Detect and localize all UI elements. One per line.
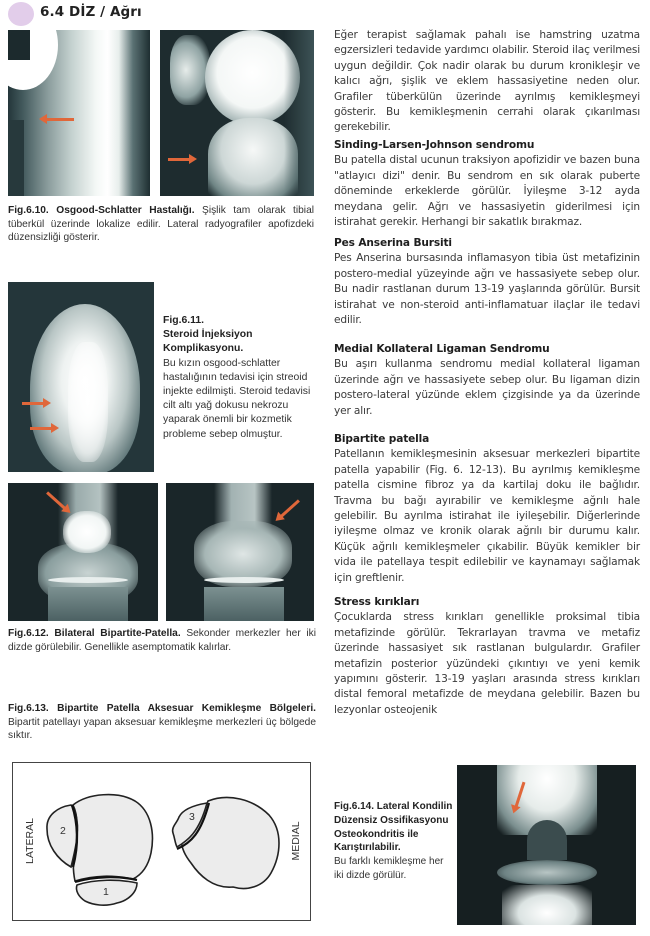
xray-osgood-schlatter-1 <box>8 30 150 196</box>
region-label-1: 1 <box>103 886 109 898</box>
patella-left-body <box>73 795 152 881</box>
arrow-right-icon <box>30 427 52 430</box>
section-medial-kollateral <box>334 342 640 419</box>
fig-6-10-label: Fig.6.10. Osgood-Schlatter Hastalığı. <box>8 205 195 216</box>
medial-label: MEDIAL <box>290 821 302 861</box>
section-bipartite-patella <box>334 432 640 586</box>
fig-6-10-caption <box>8 204 314 245</box>
bipartite-patella-diagram <box>12 762 311 921</box>
page-header-title: 6.4 DİZ / Ağrı <box>40 4 142 20</box>
section-paragraph: Bu aşırı kullanma sendromu medial kollateral ligaman üzerinde ağrı ve hassasiyete sebep olur. Bu ligaman dizin postero-lateral yüzünde eklem çizgisinde ya da üzerinde yer alır. <box>334 358 640 417</box>
fig-6-12-label: Fig.6.12. Bilateral Bipartite-Patella. <box>8 628 181 639</box>
patella-outline-drawing <box>13 763 310 920</box>
section-pes-anserina <box>334 236 640 328</box>
region-label-2: 2 <box>60 825 66 837</box>
section-paragraph: Çocuklarda stress kırıkları genellikle proksimal tibia metafizinde görülür. Tekrarlayan travma ve metafiz üzerinde hassasiyet sık rastlanan bulgulardır. Grafiler metafizin posterior yüzündeki çıkıntıyı ve yeni kemik yapımını gösterir. 13-19 yaşları arasında stress kırıkları distal femoral metafizde de meydana gelebilir. Bazen bu lezyonlar osteojenik <box>334 611 640 716</box>
body-intro <box>334 28 640 136</box>
region-label-3: 3 <box>189 811 195 823</box>
section-heading: Sinding-Larsen-Johnson sendromu <box>334 139 535 151</box>
section-paragraph: Bu patella distal ucunun traksiyon apofizidir ve bazen buna "atlayıcı dizi" denir. Bu sendrom en sık olarak puberte döneminde erkeklerde görülür. İyileşme 3-12 ayda meydana gelir. Ağrı ve hassasiyetin giderilmesi için istirahat gerekir. Herhangi bir sakatlık bırakmaz. <box>334 154 640 229</box>
xray-soft-tissue <box>284 30 314 196</box>
section-heading: Stress kırıkları <box>334 596 420 608</box>
xray-shadow <box>8 120 24 196</box>
arrow-down-left-icon <box>280 499 300 517</box>
xray-notch <box>527 820 567 860</box>
fig-6-12-caption <box>8 627 316 654</box>
fig-6-11-label-title: Steroid İnjeksiyon Komplikasyonu. <box>163 329 253 355</box>
lateral-label: LATERAL <box>24 818 36 864</box>
xray-patella <box>170 35 210 105</box>
section-sinding-larsen <box>334 138 640 230</box>
fig-6-11-caption <box>163 314 321 442</box>
fig-6-13-text: Bipartit patellayı yapan aksesuar kemikleşme merkezleri üç bölgede sıktır. <box>8 716 316 742</box>
section-heading: Pes Anserina Bursiti <box>334 237 452 249</box>
arrow-right-icon <box>168 158 190 161</box>
fig-6-12-text: Sekonder merkezler her iki dizde görülebilir. Genellikle asemptomatik kalırlar. <box>8 628 316 653</box>
xray-steroid-injection <box>8 282 154 472</box>
section-stress-kiriklari <box>334 595 640 718</box>
xray-bipartite-patella-left <box>8 483 158 621</box>
fig-6-11-label-number: Fig.6.11. <box>163 315 205 326</box>
fig-6-10-text: Şişlik tam olarak tibial tüberkül üzerinde lokalize edilir. Lateral radyografiler apofizdeki düzensizliği gösterir. <box>8 205 314 244</box>
fig-6-14-text: Bu farklı kemikleşme her iki dizde görülür. <box>334 856 444 881</box>
xray-patella-fragment <box>63 511 111 553</box>
fig-6-11-text: Bu kızın osgood-schlatter hastalığının tedavisi için streoid injekte edilmişti. Steroid tedavisi cilt altı yağ dokusu nekrozu yaparak önemli bir kozmetik probleme sebep olmuştur. <box>163 357 311 440</box>
xray-osgood-schlatter-2 <box>160 30 314 196</box>
arrow-right-icon <box>22 402 44 405</box>
section-paragraph: Patellanın kemikleşmesinin aksesuar merkezleri bipartite patella yapabilir (Fig. 6. 12-13). Bu ayrılmış kemikleşme patella cismine fibroz ya da kartilaj doku ile bağlıdır. Travma bu bağı ayırabilir ve kemikleşme ağrılı hale gelebilir. Bu ayrılma istirahat ile iyileşebilir. Diğerlerinde iyileşme olmaz ve kronik olarak ağrılı bir durumu kalır. Küçük ağrılı kemikleşmeler çıkabilir. Büyük kemikler bir vida ile patellaya tespit edilebilir ve kaynamayı sağlamak için greftlenir. <box>334 448 640 584</box>
xray-tibial-plateau <box>497 860 597 885</box>
section-heading: Bipartite patella <box>334 433 430 445</box>
xray-bipartite-patella-right <box>166 483 314 621</box>
intro-paragraph: Eğer terapist sağlamak pahalı ise hamstring uzatma egzersizleri tedavide yardımcı olabilir. Steroid ilaç verilmesi uygun değildir. Çok nadir olarak bu durum kronikleşir ve kalıcı ağrı, şişlik ve eklem hassasiyetine neden olur. Grafiler tüberkülün üzerinde ayrılmış kemikleşmeyi gösterir. Bu kemikleşmenin cerrahi olarak çıkarılması gerekebilir. <box>334 29 640 134</box>
xray-tibia <box>204 587 284 621</box>
xray-bone <box>68 342 108 462</box>
xray-joint-line <box>204 577 284 583</box>
arrow-left-icon <box>46 118 74 121</box>
fig-6-13-caption <box>8 702 316 743</box>
xray-tibia <box>502 885 592 925</box>
xray-shadow <box>8 30 30 60</box>
section-paragraph: Pes Anserina bursasında inflamasyon tibia üst metafizinin postero-medial yüzeyinde ağrı ve hassasiyete sebep olur. Bu nadir rastlanan durum 13-19 yaşlarında görülür. Bursit istirahat ve non-steroid anti-inflamatuar ilaçlar ile tedavi edilir. <box>334 252 640 327</box>
fig-6-14-label: Fig.6.14. Lateral Kondilin Düzensiz Ossifikasyonu Osteokondritis ile Karıştırılabilir. <box>334 801 453 854</box>
section-marker-icon <box>8 2 34 26</box>
xray-joint-line <box>48 577 128 583</box>
xray-lateral-condyle <box>457 765 636 925</box>
section-heading: Medial Kollateral Ligaman Sendromu <box>334 343 550 355</box>
fig-6-13-label: Fig.6.13. Bipartite Patella Aksesuar Kemikleşme Bölgeleri. <box>8 703 316 714</box>
xray-tibia <box>48 587 128 621</box>
fig-6-14-caption <box>334 800 454 883</box>
